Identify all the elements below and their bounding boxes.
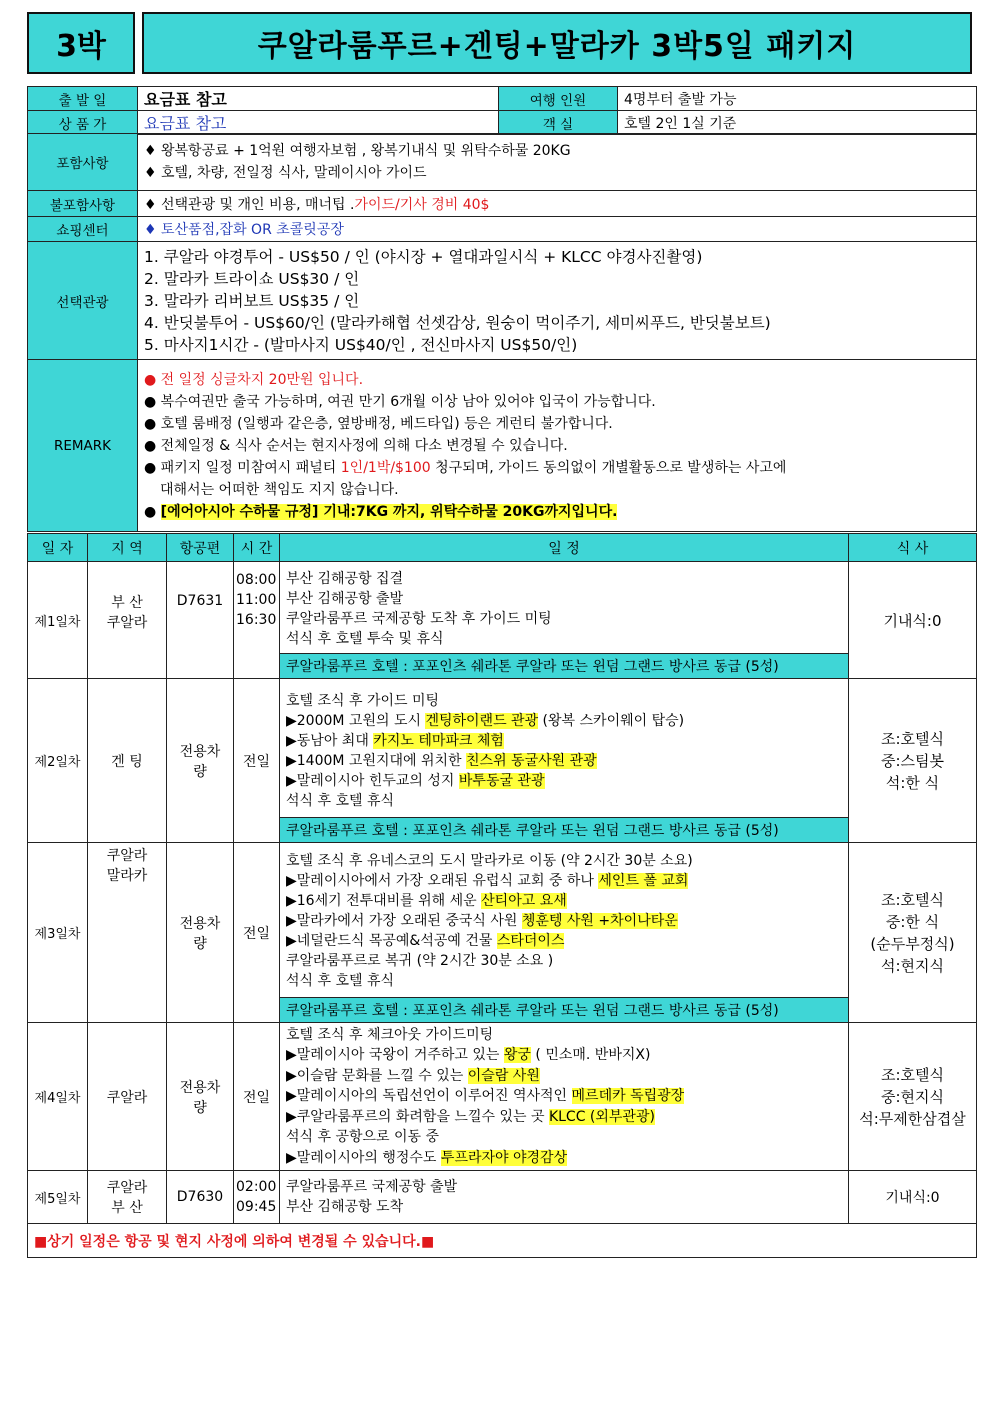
day-times	[234, 562, 280, 679]
itinerary-line: 석식 후 호텔 휴식	[286, 973, 395, 989]
header-itinerary: 일 정	[280, 534, 849, 562]
header-day: 일 자	[28, 534, 88, 562]
itinerary-line	[286, 1086, 842, 1107]
remark-single-charge: ● 전 일정 싱글차지 20만원 입니다.	[144, 371, 364, 388]
day-transport: 전용차량	[167, 843, 234, 1023]
info-table	[27, 86, 977, 135]
itinerary-line	[286, 751, 842, 771]
itinerary-highlight: 바투동굴 관광	[458, 773, 545, 789]
itinerary-line: 석식 후 호텔 투숙 및 휴식	[286, 631, 444, 647]
travelers-value: 4명부터 출발 가능	[618, 87, 977, 111]
itinerary-highlight: 스타더이스	[496, 933, 565, 949]
schedule-header-row	[28, 534, 977, 562]
itinerary-text: ▶말레이시아의 독립선언이 이루어진 역사적인	[286, 1088, 572, 1105]
region-name: 쿠알라	[106, 1180, 148, 1196]
header-time: 시 간	[234, 534, 280, 562]
shopping-label: 쇼핑센터	[28, 217, 138, 242]
header-region: 지 역	[88, 534, 167, 562]
meal-item: 석:한 식	[885, 773, 940, 792]
itinerary-line: 쿠알라룸푸르로 복귀 (약 2시간 30분 소요 )	[286, 953, 554, 969]
itinerary-text: ▶2000M 고원의 도시	[286, 713, 426, 729]
price-value: 요금표 참고	[138, 111, 499, 135]
itinerary-highlight: 친스위 동굴사원 관광	[466, 753, 597, 769]
itinerary-line: 부산 김해공항 출발	[286, 591, 404, 607]
itinerary-text: ▶이슬람 문화를 느낄 수 있는	[286, 1067, 468, 1084]
itinerary-line: 호텔 조식 후 체크아웃 가이드미팅	[286, 1026, 494, 1043]
day-region: 쿠알라	[88, 1023, 167, 1171]
time-value: 09:45	[236, 1199, 277, 1215]
optional-item: 3. 말라카 리버보트 US$35 / 인	[144, 291, 360, 310]
remark-penalty	[144, 457, 970, 479]
itinerary-highlight: KLCC (외부관광)	[548, 1108, 655, 1125]
region-name: 부 산	[111, 595, 143, 611]
meal-item: 중:현지식	[880, 1087, 944, 1106]
remark-label: REMARK	[28, 360, 138, 532]
region-name: 쿠알라	[106, 848, 148, 864]
itinerary-line: 쿠알라룸푸르 국제공항 도착 후 가이드 미팅	[286, 611, 552, 627]
optional-content	[138, 242, 977, 360]
itinerary-line: 부산 김해공항 집결	[286, 571, 404, 587]
day-label: 제4일차	[28, 1023, 88, 1171]
itinerary-line	[286, 771, 842, 791]
itinerary-line	[286, 1045, 842, 1066]
included-content	[138, 134, 977, 191]
itinerary-line	[286, 1066, 842, 1087]
day-meal	[849, 679, 977, 843]
footer-note: ■상기 일정은 항공 및 현지 사정에 의하여 변경될 수 있습니다.■	[28, 1224, 977, 1258]
day-row	[28, 843, 977, 1023]
hotel-line: 쿠알라룸푸르 호텔 : 포포인츠 쉐라톤 쿠알라 또는 윈덤 그랜드 방사르 동급 (5성)	[280, 817, 848, 842]
page-title	[142, 12, 972, 74]
day-flight: D7631	[167, 562, 234, 679]
optional-item: 1. 쿠알라 야경투어 - US$50 / 인 (야시장 + 열대과일시식 + KLCC 야경사진촬영)	[144, 247, 703, 266]
day-meal	[849, 1023, 977, 1171]
remark-content	[138, 360, 977, 532]
time-value: 11:00	[236, 592, 277, 608]
day-row	[28, 562, 977, 679]
day-label: 제1일차	[28, 562, 88, 679]
departure-label: 출 발 일	[28, 87, 138, 111]
remark-penalty-amount: 1인/1박/$100	[340, 459, 431, 476]
day-row	[28, 1171, 977, 1224]
itinerary-line	[286, 871, 842, 891]
itinerary-line	[286, 711, 842, 731]
time-value: 02:00	[236, 1179, 277, 1195]
day-transport: 전용차량	[167, 1023, 234, 1171]
day-region	[88, 1171, 167, 1224]
remark-passport: ● 복수여권만 출국 가능하며, 여권 만기 6개월 이상 남아 있어야 입국이 가능합니다.	[144, 393, 656, 410]
day-itinerary	[280, 843, 849, 1023]
itinerary-line: 쿠알라룸푸르 국제공항 출발	[286, 1179, 458, 1195]
header-meal: 식 사	[849, 534, 977, 562]
page-title-text: 쿠알라룸푸르+겐팅+말라카 3박5일 패키지	[257, 29, 857, 64]
itinerary-text: ▶말레이시아 힌두교의 성지	[286, 773, 459, 789]
optional-item: 5. 마사지1시간 - (발마사지 US$40/인 , 전신마사지 US$50/인)	[144, 335, 578, 354]
itinerary-line	[286, 891, 842, 911]
itinerary-highlight: 카지노 테마파크 체험	[373, 733, 504, 749]
itinerary-highlight: 왕궁	[503, 1047, 531, 1064]
meal-item: 조:호텔식	[880, 729, 944, 748]
meal-item: 조:호텔식	[880, 1065, 944, 1084]
region-name: 부 산	[111, 1200, 143, 1216]
meal-item: (순두부정식)	[870, 934, 955, 953]
room-label: 객 실	[499, 111, 618, 135]
day-times	[234, 1171, 280, 1224]
optional-item: 2. 말라카 트라이쇼 US$30 / 인	[144, 269, 360, 288]
day-meal: 기내식:0	[849, 1171, 977, 1224]
day-meal: 기내식:0	[849, 562, 977, 679]
travelers-label: 여행 인원	[499, 87, 618, 111]
day-transport: 전용차량	[167, 679, 234, 843]
hotel-line: 쿠알라룸푸르 호텔 : 포포인츠 쉐라톤 쿠알라 또는 윈덤 그랜드 방사르 동급 (5성)	[280, 653, 848, 678]
day-region: 겐 팅	[88, 679, 167, 843]
nights-label: 3박	[56, 29, 106, 64]
departure-value: 요금표 참고	[138, 87, 499, 111]
itinerary-line	[286, 731, 842, 751]
itinerary-highlight: 세인트 폴 교회	[598, 873, 689, 889]
day-region	[88, 843, 167, 1023]
included-line: ♦ 왕복항공료 + 1억원 여행자보험 , 왕복기내식 및 위탁수하물 20KG	[144, 143, 571, 159]
itinerary-line: 호텔 조식 후 유네스코의 도시 말라카로 이동 (약 2시간 30분 소요)	[286, 853, 693, 869]
meal-item: 조:호텔식	[880, 890, 944, 909]
excluded-guide-fee: 가이드/기사 경비 40$	[354, 196, 490, 213]
optional-item: 4. 반딧불투어 - US$60/인 (말라카해협 선셋감상, 원숭이 먹이주기, 세미씨푸드, 반딧불보트)	[144, 313, 771, 332]
itinerary-line	[286, 1107, 842, 1128]
excluded-content	[138, 191, 977, 217]
itinerary-text: ▶1400M 고원지대에 위치한	[286, 753, 467, 769]
nights-badge	[27, 12, 135, 74]
itinerary-line: 부산 김해공항 도착	[286, 1199, 404, 1215]
header-flight: 항공편	[167, 534, 234, 562]
itinerary-text: ▶16세기 전투대비를 위해 세운	[286, 893, 482, 909]
hotel-line: 쿠알라룸푸르 호텔 : 포포인츠 쉐라톤 쿠알라 또는 윈덤 그랜드 방사르 동급 (5성)	[280, 997, 848, 1022]
included-line: ♦ 호텔, 차량, 전일정 식사, 말레이시아 가이드	[144, 165, 427, 181]
shopping-text: ♦ 토산품점,잡화 OR 초콜릿공장	[138, 217, 977, 242]
itinerary-text: ▶쿠알라룸푸르의 화려함을 느낄수 있는 곳	[286, 1108, 549, 1125]
day-time: 전일	[234, 843, 280, 1023]
itinerary-highlight: 쳉훈텡 사원 +차이나타운	[521, 913, 678, 929]
day-itinerary	[280, 679, 849, 843]
remark-baggage-rule: [에어아시아 수하물 규정] 기내:7KG 까지, 위탁수하물 20KG까지입니다.	[160, 503, 618, 520]
details-table	[27, 133, 977, 532]
itinerary-highlight: 메르데카 독립광장	[571, 1088, 685, 1105]
meal-item: 중:스팀봇	[880, 751, 944, 770]
day-itinerary	[280, 562, 849, 679]
itinerary-line	[286, 1148, 842, 1169]
itinerary-text: ▶동남아 최대	[286, 733, 374, 749]
itinerary-highlight: 투프라자야 야경감상	[440, 1149, 568, 1166]
remark-room: ● 호텔 룸배정 (일행과 같은층, 옆방배정, 베드타입) 등은 게런티 불가합니다.	[144, 415, 613, 432]
included-label: 포함사항	[28, 134, 138, 191]
remark-penalty-text: ● 패키지 일정 미참여시 패널티	[144, 459, 341, 476]
remark-penalty-text-2: 청구되며, 가이드 동의없이 개별활동으로 발생하는 사고에	[430, 459, 787, 476]
day-meal	[849, 843, 977, 1023]
excluded-text: ♦ 선택관광 및 개인 비용, 매너팁 .	[144, 196, 355, 213]
itinerary-highlight: 산티아고 요새	[481, 893, 567, 909]
meal-item: 중:한 식	[885, 912, 940, 931]
itinerary-line: 석식 후 공항으로 이동 중	[286, 1129, 440, 1146]
optional-label: 선택관광	[28, 242, 138, 360]
room-value: 호텔 2인 1실 기준	[618, 111, 977, 135]
itinerary-line: 호텔 조식 후 가이드 미팅	[286, 693, 440, 709]
remark-bullet: ●	[144, 503, 161, 520]
excluded-label: 불포함사항	[28, 191, 138, 217]
region-name: 쿠알라	[106, 615, 148, 631]
day-flight: D7630	[167, 1171, 234, 1224]
day-row	[28, 1023, 977, 1171]
itinerary-text: ▶말레이시아의 행정수도	[286, 1149, 441, 1166]
meal-item: 석:무제한삼겹살	[859, 1109, 966, 1128]
itinerary-text: (왕복 스카이웨이 탑승)	[538, 713, 685, 729]
itinerary-text: ▶말레이시아에서 가장 오래된 유럽식 교회 중 하나	[286, 873, 599, 889]
price-label: 상 품 가	[28, 111, 138, 135]
day-label: 제3일차	[28, 843, 88, 1023]
itinerary-text: ▶네덜란드식 목공예&석공예 건물	[286, 933, 497, 949]
itinerary-highlight: 겐팅하이랜드 관광	[425, 713, 539, 729]
schedule-table	[27, 533, 977, 1258]
time-value: 08:00	[236, 572, 277, 588]
itinerary-text: ( 민소매. 반바지X)	[530, 1047, 651, 1064]
remark-liability: 대해서는 어떠한 책임도 지지 않습니다.	[160, 481, 399, 498]
meal-item: 석:현지식	[880, 956, 944, 975]
itinerary-line	[286, 911, 842, 931]
day-region	[88, 562, 167, 679]
day-row	[28, 679, 977, 843]
day-itinerary	[280, 1171, 849, 1224]
remark-baggage	[144, 501, 970, 523]
region-name: 말라카	[106, 868, 148, 884]
time-value: 16:30	[236, 612, 277, 628]
itinerary-text: ▶말레이시아 국왕이 거주하고 있는	[286, 1047, 504, 1064]
remark-schedule: ● 전체일정 & 식사 순서는 현지사정에 의해 다소 변경될 수 있습니다.	[144, 437, 568, 454]
day-itinerary	[280, 1023, 849, 1171]
itinerary-highlight: 이슬람 사원	[467, 1067, 540, 1084]
itinerary-line: 석식 후 호텔 휴식	[286, 793, 395, 809]
itinerary-text: ▶말라카에서 가장 오래된 중국식 사원	[286, 913, 522, 929]
itinerary-line	[286, 931, 842, 951]
day-time: 전일	[234, 679, 280, 843]
day-label: 제2일차	[28, 679, 88, 843]
day-time: 전일	[234, 1023, 280, 1171]
day-label: 제5일차	[28, 1171, 88, 1224]
